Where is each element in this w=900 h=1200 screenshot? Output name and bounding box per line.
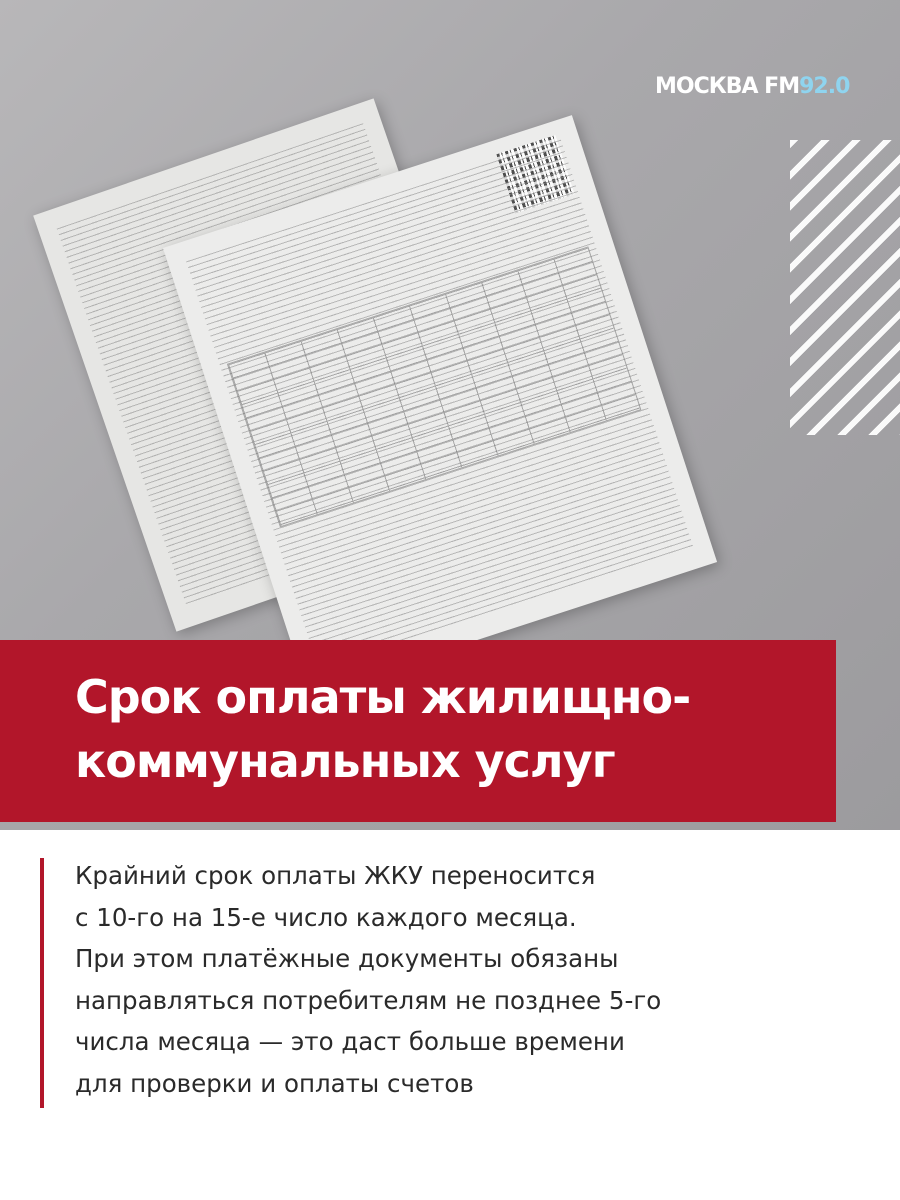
moskva-fm-logo xyxy=(655,74,849,99)
quote-accent-bar xyxy=(40,858,44,1108)
title-line-1: Срок оплаты жилищно- xyxy=(75,670,691,724)
body-text xyxy=(75,855,865,1104)
logo-frequency: 92.0 xyxy=(799,74,850,99)
body-line: При этом платёжные документы обязаны xyxy=(75,944,619,973)
diagonal-stripes-decoration xyxy=(790,140,900,435)
body-line: с 10-го на 15-е число каждого месяца. xyxy=(75,902,577,932)
body-line: направляться потребителям не позднее 5-го xyxy=(75,985,662,1015)
page-title xyxy=(75,665,835,793)
title-line-2: коммунальных услуг xyxy=(75,734,615,788)
body-line: для проверки и оплаты счетов xyxy=(75,1068,474,1098)
body-line: Крайний срок оплаты ЖКУ переносится xyxy=(75,861,596,890)
logo-name: МОСКВА FM xyxy=(655,74,800,99)
body-line: числа месяца — это даст больше времени xyxy=(75,1027,625,1056)
